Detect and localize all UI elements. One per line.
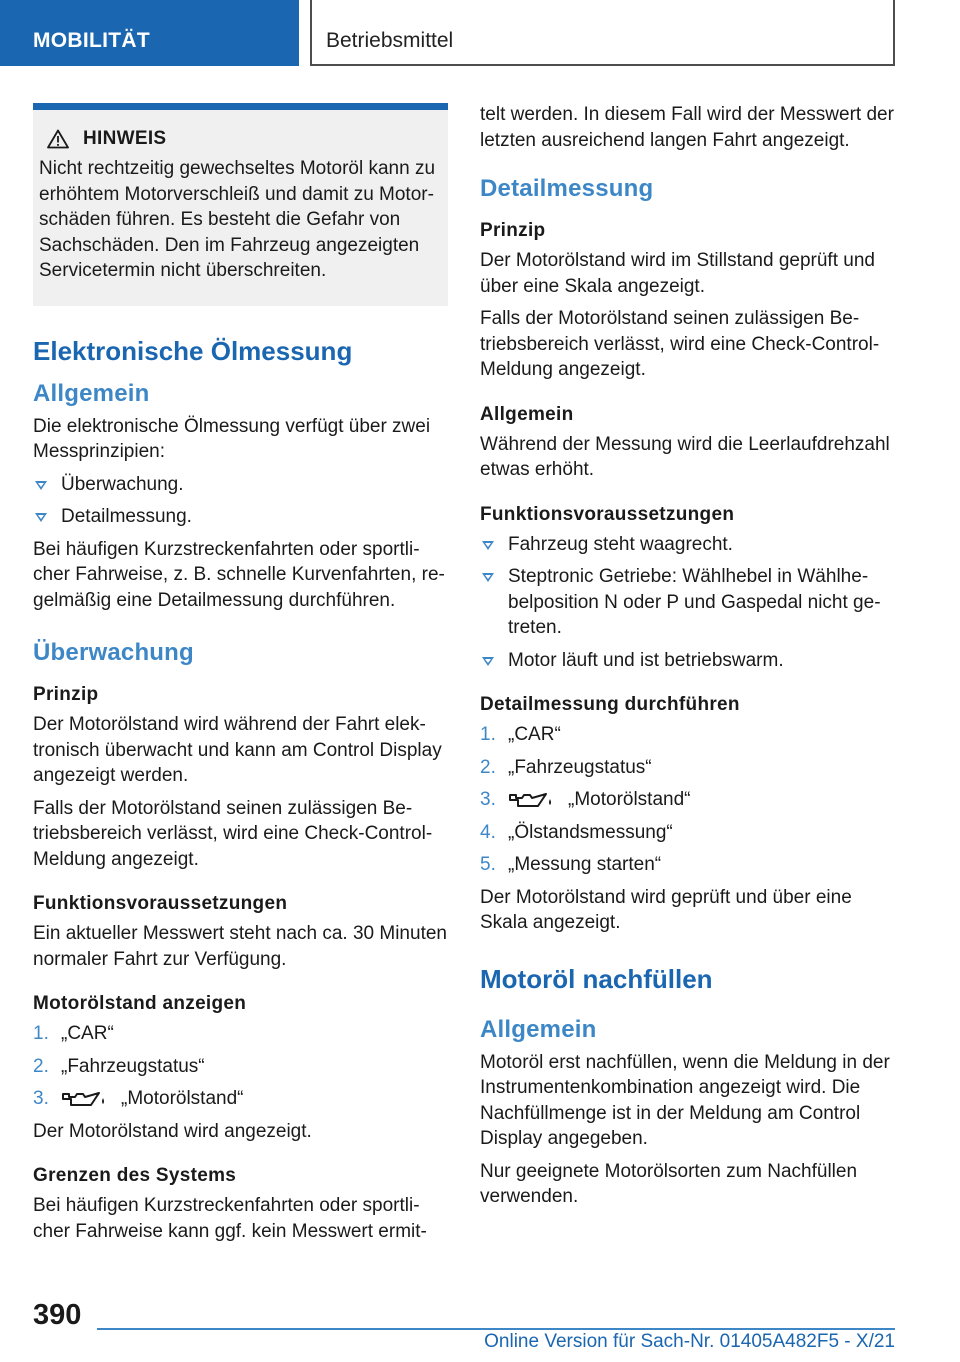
paragraph-prinzip-2: Falls der Motorölstand seinen zulässigen Betriebsbereich verlässt, wird eine Check-Control-Meldung angezeigt. bbox=[33, 797, 433, 870]
paragraph-funktionsvoraussetzungen: Ein aktueller Messwert steht nach ca. 30 Minuten normaler Fahrt zur Verfügung. bbox=[33, 923, 447, 970]
paragraph-prinzip-1: Der Motorölstand wird im Stillstand geprüft und über eine Skala angezeigt. bbox=[480, 250, 875, 297]
right-column bbox=[480, 102, 895, 1217]
list-item: 3. „Motorölstand“ bbox=[33, 1088, 244, 1109]
triangle-bullet-icon bbox=[35, 513, 47, 522]
list-item: 3. „Motorölstand“ bbox=[480, 789, 691, 810]
list-item: 2. „Fahrzeugstatus“ bbox=[33, 1055, 205, 1077]
heading-funktionsvoraussetzungen: Funktionsvoraussetzungen bbox=[33, 893, 288, 914]
paragraph-detail-result: Der Motorölstand wird geprüft und über eine Skala angezeigt. bbox=[480, 886, 852, 933]
heading-detailmessung-durchfuehren: Detailmessung durchführen bbox=[480, 694, 740, 715]
heading-motoroelstand-anzeigen: Motorölstand anzeigen bbox=[33, 993, 247, 1014]
steps-list-anzeigen bbox=[33, 1021, 448, 1112]
page-number: 390 bbox=[33, 1299, 82, 1331]
heading-allgemein: Allgemein bbox=[480, 403, 574, 425]
paragraph-prinzip-1: Der Motorölstand wird während der Fahrt elektronisch überwacht und kann am Control Display angezeigt werden. bbox=[33, 714, 442, 786]
list-item: Steptronic Getriebe: Wählhebel in Wählhebelposition N oder P und Gaspedal nicht getreten. bbox=[480, 564, 895, 641]
list-item: Überwachung. bbox=[33, 472, 448, 498]
header-chapter-tab: Betriebsmittel bbox=[310, 0, 895, 66]
note-text: Nicht rechtzeitig gewechseltes Motoröl kann zu erhöhtem Motorverschleiß und damit zu Motorschäden führen. Es besteht die Gefahr von Sachschäden. Den im Fahrzeug angezeigten Servicetermin nicht überschreiten. bbox=[39, 158, 436, 281]
heading-motoroel-nachfuellen: Motoröl nachfüllen bbox=[480, 963, 713, 994]
paragraph-prinzip-2: Falls der Motorölstand seinen zulässigen Betriebsbereich verlässt, wird eine Check-Control-Meldung angezeigt. bbox=[480, 308, 880, 380]
list-item: 1. „CAR“ bbox=[33, 1023, 114, 1044]
bullet-list-principles bbox=[33, 472, 448, 530]
footer-text: Online Version für Sach-Nr. 01405A482F5 - X/21 bbox=[484, 1331, 895, 1352]
paragraph-continued: telt werden. In diesem Fall wird der Messwert der letzten ausreichend langen Fahrt angezeigt. bbox=[480, 104, 894, 151]
triangle-bullet-icon bbox=[482, 657, 494, 666]
heading-detailmessung: Detailmessung bbox=[480, 175, 654, 202]
oil-can-icon bbox=[61, 1090, 107, 1108]
warning-triangle-icon bbox=[47, 129, 69, 149]
footer-divider bbox=[97, 1328, 895, 1330]
heading-allgemein-nachfuellen: Allgemein bbox=[480, 1015, 597, 1043]
heading-elektronische-oelmessung: Elektronische Ölmessung bbox=[33, 335, 353, 366]
steps-list-detailmessung bbox=[480, 722, 895, 878]
list-item: 5. „Messung starten“ bbox=[480, 854, 662, 875]
heading-grenzen-des-systems: Grenzen des Systems bbox=[33, 1165, 237, 1186]
oil-can-icon bbox=[508, 791, 554, 809]
paragraph-intro: Die elektronische Ölmessung verfügt über zwei Messprinzipien: bbox=[33, 415, 431, 462]
list-item: Fahrzeug steht waagrecht. bbox=[480, 532, 895, 558]
triangle-bullet-icon bbox=[482, 541, 494, 550]
bullet-list-voraussetzungen bbox=[480, 532, 895, 674]
heading-prinzip: Prinzip bbox=[33, 684, 99, 705]
heading-funktionsvoraussetzungen: Funktionsvoraussetzungen bbox=[480, 503, 735, 525]
heading-prinzip: Prinzip bbox=[480, 220, 546, 241]
paragraph-grenzen: Bei häufigen Kurzstreckenfahrten oder sportlicher Fahrweise kann ggf. kein Messwert ermit- bbox=[33, 1195, 427, 1242]
paragraph-nachfuellen-1: Motoröl erst nachfüllen, wenn die Meldung in der Instrumentenkombination angezeigt wird. Die Nachfüllmenge ist in der Meldung am Control Display angegeben. bbox=[480, 1051, 890, 1149]
list-item: Motor läuft und ist betriebswarm. bbox=[480, 648, 895, 674]
triangle-bullet-icon bbox=[35, 481, 47, 490]
list-item: 1. „CAR“ bbox=[480, 724, 561, 745]
note-box bbox=[33, 103, 448, 306]
paragraph-anzeigen-result: Der Motorölstand wird angezeigt. bbox=[33, 1120, 312, 1142]
heading-allgemein: Allgemein bbox=[33, 379, 150, 407]
note-title bbox=[47, 128, 441, 150]
paragraph-outro: Bei häufigen Kurzstreckenfahrten oder sportlicher Fahrweise, z. B. schnelle Kurvenfahrten, regelmäßig eine Detailmessung durchführen. bbox=[33, 538, 445, 611]
header-section-label: MOBILITÄT bbox=[0, 0, 299, 66]
paragraph-nachfuellen-2: Nur geeignete Motorölsorten zum Nachfüllen verwenden. bbox=[480, 1160, 858, 1207]
heading-ueberwachung: Überwachung bbox=[33, 639, 194, 666]
note-title-text: HINWEIS bbox=[83, 128, 167, 149]
triangle-bullet-icon bbox=[482, 573, 494, 582]
list-item: 2. „Fahrzeugstatus“ bbox=[480, 756, 652, 778]
left-column bbox=[33, 103, 448, 1251]
paragraph-allgemein: Während der Messung wird die Leerlaufdrehzahl etwas erhöht. bbox=[480, 433, 890, 480]
list-item: 4. „Ölstandsmessung“ bbox=[480, 821, 673, 843]
list-item: Detailmessung. bbox=[33, 504, 448, 530]
